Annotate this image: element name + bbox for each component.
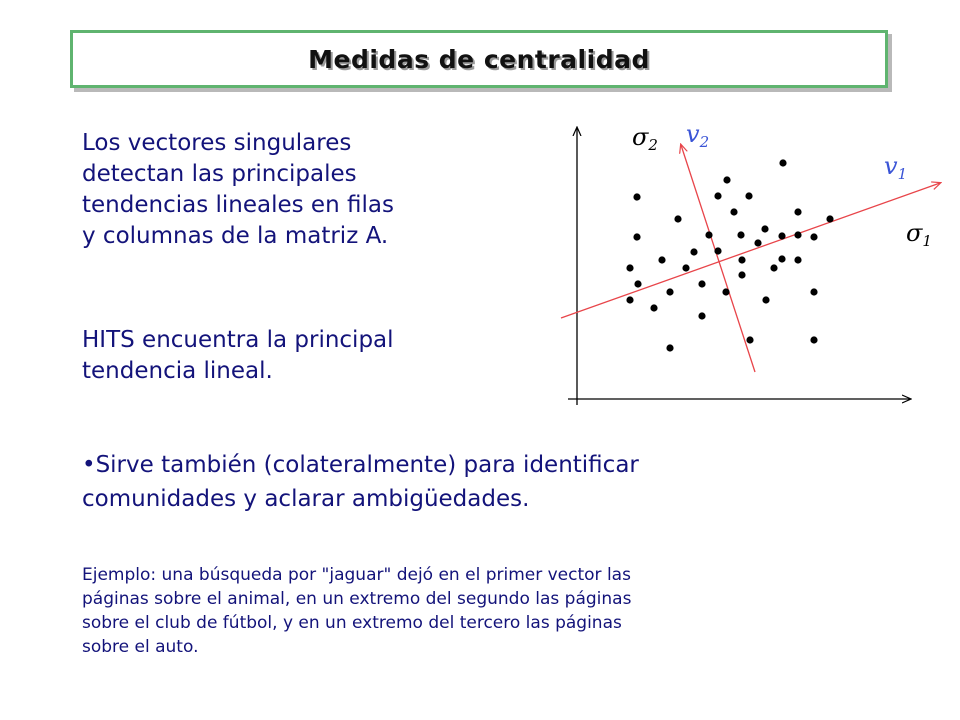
intro-line: Los vectores singulares — [82, 130, 352, 156]
data-point — [682, 264, 689, 271]
data-point — [779, 159, 786, 166]
v2-label: $v_2$ — [686, 120, 710, 151]
data-point — [633, 233, 640, 240]
intro-line: detectan las principales — [82, 161, 357, 187]
example-line: páginas sobre el animal, en un extremo del segundo las páginas — [82, 589, 632, 609]
data-point — [705, 231, 712, 238]
intro-line: y columnas de la matriz A. — [82, 223, 389, 249]
data-point — [666, 288, 673, 295]
sigma2-label: $\sigma_2$ — [632, 123, 658, 154]
example-line: sobre el club de fútbol, y en un extremo del tercero las páginas — [82, 613, 622, 633]
v1-label: $v_1$ — [884, 152, 908, 183]
data-point — [761, 225, 768, 232]
bullet-line: comunidades y aclarar ambigüedades. — [82, 486, 530, 512]
data-point — [722, 288, 729, 295]
data-point — [634, 280, 641, 287]
data-point — [738, 271, 745, 278]
hits-line: HITS encuentra la principal — [82, 327, 394, 353]
data-point — [754, 239, 761, 246]
example-line: sobre el auto. — [82, 637, 199, 657]
data-point — [730, 208, 737, 215]
data-point — [737, 231, 744, 238]
data-point — [826, 215, 833, 222]
sigma1-label: $\sigma_1$ — [906, 219, 932, 250]
data-point — [626, 296, 633, 303]
data-point — [778, 232, 785, 239]
data-points — [626, 159, 833, 351]
data-point — [794, 256, 801, 263]
data-point — [698, 280, 705, 287]
data-point — [746, 336, 753, 343]
data-point — [810, 233, 817, 240]
data-point — [762, 296, 769, 303]
data-point — [658, 256, 665, 263]
data-point — [633, 193, 640, 200]
data-point — [810, 336, 817, 343]
data-point — [794, 208, 801, 215]
data-point — [723, 176, 730, 183]
data-point — [674, 215, 681, 222]
data-point — [714, 247, 721, 254]
data-point — [690, 248, 697, 255]
data-point — [745, 192, 752, 199]
vector-v1-line — [561, 183, 940, 318]
data-point — [770, 264, 777, 271]
data-point — [650, 304, 657, 311]
data-point — [738, 256, 745, 263]
data-point — [626, 264, 633, 271]
data-point — [810, 288, 817, 295]
hits-line: tendencia lineal. — [82, 358, 273, 384]
data-point — [714, 192, 721, 199]
slide-title: Medidas de centralidad — [308, 44, 650, 74]
bullet-line: •Sirve también (colateralmente) para identificar — [82, 452, 639, 478]
intro-line: tendencias lineales en filas — [82, 192, 394, 218]
data-point — [666, 344, 673, 351]
example-line: Ejemplo: una búsqueda por "jaguar" dejó en el primer vector las — [82, 565, 631, 585]
data-point — [794, 231, 801, 238]
data-point — [778, 255, 785, 262]
data-point — [698, 312, 705, 319]
